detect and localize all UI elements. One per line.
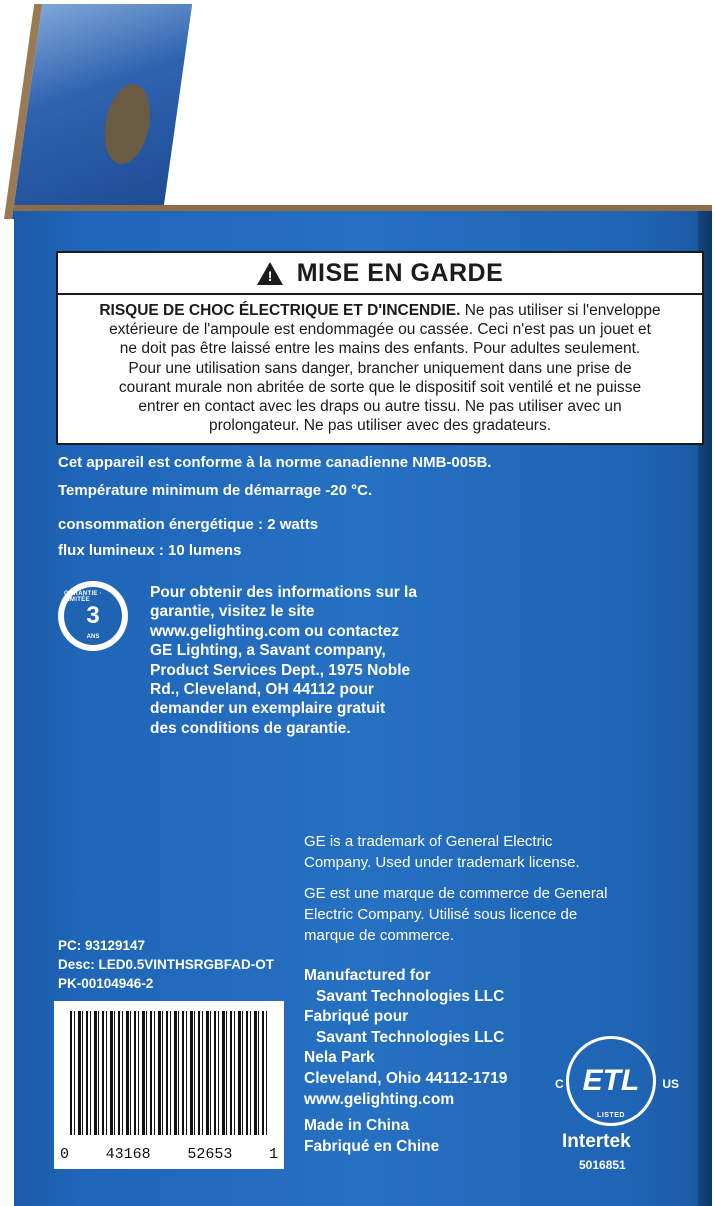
barcode-digits xyxy=(60,1146,278,1163)
warning-line: courant murale non abritée de sorte que le dispositif soit ventilé et ne puisse xyxy=(118,378,642,396)
maker-line: Savant Technologies LLC xyxy=(316,987,505,1005)
warning-text xyxy=(58,295,702,435)
warning-line: Pour une utilisation sans danger, brancher uniquement dans une prise de xyxy=(128,359,632,377)
maker-line: Cleveland, Ohio 44112-1719 xyxy=(304,1069,508,1087)
warranty-line: Pour obtenir des informations sur la xyxy=(150,584,417,601)
pk-code: PK-00104946-2 xyxy=(58,976,154,991)
manufacturer-info xyxy=(304,966,554,1157)
trademark-line: Company. Used under trademark license. xyxy=(304,854,580,871)
etl-listed-label: LISTED xyxy=(597,1112,625,1119)
badge-years-number: 3 xyxy=(86,602,100,629)
warning-lead: RISQUE DE CHOC ÉLECTRIQUE ET D'INCENDIE. xyxy=(99,302,461,319)
intertek-number: 5016851 xyxy=(579,1158,626,1172)
warranty-info xyxy=(150,583,470,738)
intertek-label: Intertek xyxy=(562,1131,631,1152)
etl-logo: ETL xyxy=(582,1064,640,1097)
trademark-line: marque de commerce. xyxy=(304,927,455,944)
warning-title: MISE EN GARDE xyxy=(296,258,504,287)
maker-line: Fabriqué pour xyxy=(304,1008,409,1026)
nmb-compliance: Cet appareil est conforme à la norme canadienne NMB-005B. xyxy=(58,454,492,471)
warning-triangle-icon: ! xyxy=(257,262,283,285)
box-top-flap xyxy=(4,4,192,219)
warning-line: Ne pas utiliser si l'enveloppe xyxy=(460,302,661,319)
product-codes xyxy=(58,936,274,993)
barcode-digit: 0 xyxy=(60,1146,70,1163)
maker-line: Manufactured for xyxy=(304,967,431,984)
barcode xyxy=(54,1001,284,1169)
trademark-line: GE is a trademark of General Electric xyxy=(304,833,553,850)
trademark-english xyxy=(304,831,644,873)
etl-us-label: US xyxy=(662,1077,679,1091)
trademark-line: GE est une marque de commerce de General xyxy=(304,885,608,902)
warranty-line: GE Lighting, a Savant company, xyxy=(150,642,386,660)
maker-line: Made in China xyxy=(304,1117,410,1135)
warranty-line: demander un exemplaire gratuit xyxy=(150,700,386,718)
warning-line: entrer en contact avec les draps ou autre tissu. Ne pas utiliser avec un xyxy=(138,398,622,416)
badge-arc-text: GARANTIE · LIMITÉE xyxy=(64,591,102,603)
maker-line: Nela Park xyxy=(304,1049,375,1067)
warning-line: prolongateur. Ne pas utiliser avec des gradateurs. xyxy=(208,417,552,435)
warranty-line: Rd., Cleveland, OH 44112 pour xyxy=(150,681,374,699)
pc-code: PC: 93129147 xyxy=(58,938,146,953)
badge-years-label: ANS xyxy=(86,634,100,640)
warning-line: extérieure de l'ampoule est endommagée ou cassée. Ceci n'est pas un jouet et xyxy=(109,321,651,339)
barcode-digit: 43168 xyxy=(105,1146,151,1163)
trademark-line: Electric Company. Utilisé sous licence de xyxy=(304,906,578,923)
warning-box xyxy=(56,251,704,445)
etl-c-label: C xyxy=(555,1077,564,1091)
warranty-line: garantie, visitez le site xyxy=(150,603,315,621)
etl-listed-mark xyxy=(555,1036,679,1126)
maker-line: Savant Technologies LLC xyxy=(316,1028,505,1046)
warning-header xyxy=(58,253,702,295)
barcode-bars xyxy=(70,1011,268,1135)
flap-hang-hole xyxy=(100,84,155,164)
energy-consumption: consommation énergétique : 2 watts xyxy=(58,516,319,533)
warranty-line: www.gelighting.com ou contactez xyxy=(150,622,400,640)
warranty-line: des conditions de garantie. xyxy=(150,719,351,737)
min-temperature: Température minimum de démarrage -20 °C. xyxy=(58,482,373,499)
desc-code: Desc: LED0.5VINTHSRGBFAD-OT xyxy=(58,957,275,972)
trademark-french xyxy=(304,883,644,946)
warning-line: ne doit pas être laissé entre les mains des enfants. Pour adultes seulement. xyxy=(119,340,641,358)
maker-line: www.gelighting.com xyxy=(304,1090,455,1108)
warranty-badge xyxy=(58,581,128,651)
package-back-panel xyxy=(14,205,712,1206)
luminous-flux: flux lumineux : 10 lumens xyxy=(58,542,242,559)
barcode-digit: 52653 xyxy=(187,1146,233,1163)
warranty-line: Product Services Dept., 1975 Noble xyxy=(150,661,411,679)
maker-line: Fabriqué en Chine xyxy=(304,1137,440,1155)
barcode-digit: 1 xyxy=(268,1146,278,1163)
